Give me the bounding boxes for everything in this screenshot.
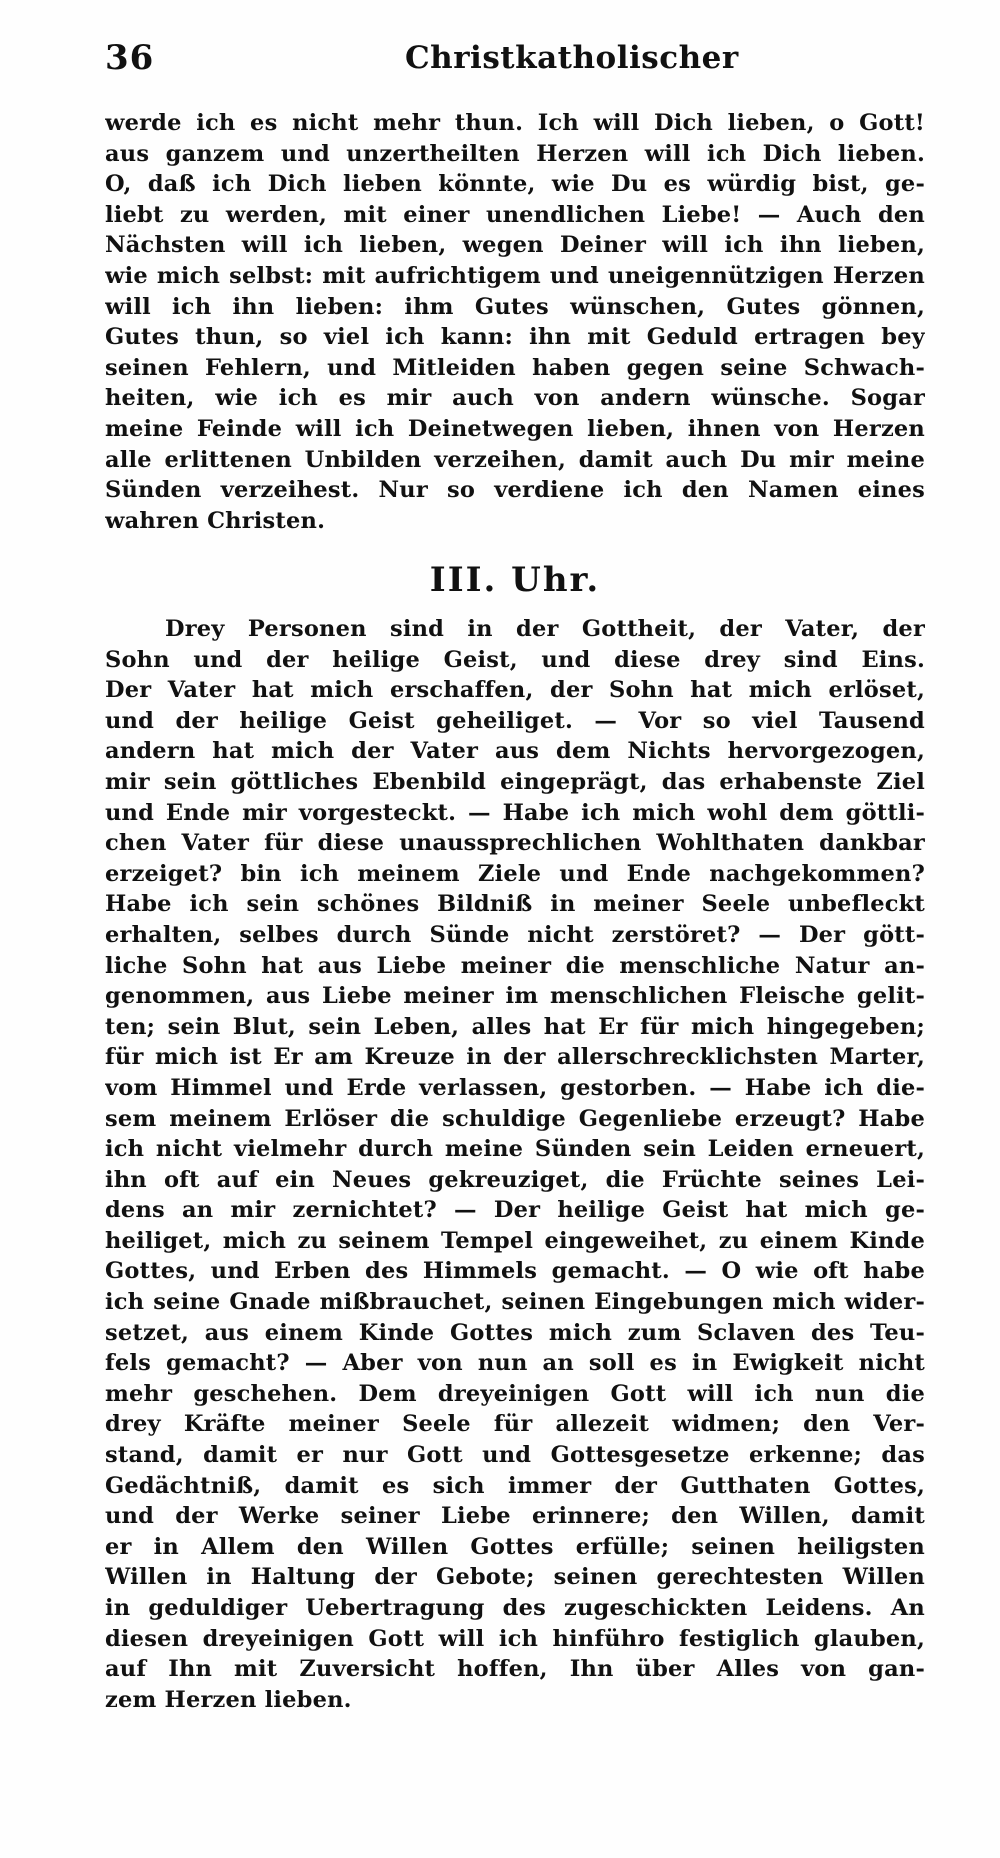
section-heading: III. Uhr. <box>429 560 601 600</box>
text-line: setzet, aus einem Kinde Gottes mich zum Sclaven des Teu- <box>105 1319 925 1346</box>
text-line: Habe ich sein schönes Bildniß in meiner Seele unbefleckt <box>105 891 925 918</box>
text-line: stand, damit er nur Gott und Gottesgesetze erkenne; das <box>105 1442 925 1469</box>
continued-paragraph <box>105 108 925 536</box>
text-line: will ich ihn lieben: ihm Gutes wünschen, Gutes gönnen, <box>105 293 925 320</box>
text-line: fels gemacht? — Aber von nun an soll es in Ewigkeit nicht <box>105 1350 925 1377</box>
text-line: für mich ist Er am Kreuze in der allerschrecklichsten Marter, <box>105 1044 925 1071</box>
text-line: Gutes thun, so viel ich kann: ihn mit Geduld ertragen bey <box>105 324 925 351</box>
text-line: Nächsten will ich lieben, wegen Deiner will ich ihn lieben, <box>105 232 925 259</box>
text-line: ich seine Gnade mißbrauchet, seinen Eingebungen mich wider- <box>105 1289 925 1316</box>
text-line: auf Ihn mit Zuversicht hoffen, Ihn über Alles von gan- <box>105 1656 925 1683</box>
text-line: Willen in Haltung der Gebote; seinen gerechtesten Willen <box>105 1564 925 1591</box>
text-line: O, daß ich Dich lieben könnte, wie Du es würdig bist, ge- <box>105 171 925 198</box>
text-line: Drey Personen sind in der Gottheit, der Vater, der <box>165 616 925 642</box>
running-title: Christkatholischer <box>405 40 739 76</box>
text-line: er in Allem den Willen Gottes erfülle; seinen heiligsten <box>105 1533 925 1560</box>
text-line: ten; sein Blut, sein Leben, alles hat Er für mich hingegeben; <box>105 1013 925 1040</box>
text-line: und der heilige Geist geheiliget. — Vor so viel Tausend <box>105 707 925 734</box>
text-line: werde ich es nicht mehr thun. Ich will Dich lieben, o Gott! <box>105 110 925 136</box>
text-line: andern hat mich der Vater aus dem Nichts hervorgezogen, <box>105 738 925 765</box>
text-line: wie mich selbst: mit aufrichtigem und uneigennützigen Herzen <box>105 262 925 289</box>
text-line: zem Herzen lieben. <box>105 1686 352 1713</box>
text-line: genommen, aus Liebe meiner im menschlichen Fleische gelit- <box>105 983 925 1010</box>
text-line: heiliget, mich zu seinem Tempel eingeweihet, zu einem Kinde <box>105 1227 925 1254</box>
text-line: und Ende mir vorgesteckt. — Habe ich mich wohl dem göttli- <box>105 799 925 826</box>
text-line: dens an mir zernichtet? — Der heilige Geist hat mich ge- <box>105 1197 925 1224</box>
text-line: Der Vater hat mich erschaffen, der Sohn hat mich erlöset, <box>105 677 925 704</box>
text-line: meine Feinde will ich Deinetwegen lieben, ihnen von Herzen <box>105 415 925 442</box>
text-line: mir sein göttliches Ebenbild eingeprägt, das erhabenste Ziel <box>105 768 925 795</box>
text-line: liebt zu werden, mit einer unendlichen Liebe! — Auch den <box>105 201 925 228</box>
text-line: ihn oft auf ein Neues gekreuziget, die Früchte seines Lei- <box>105 1166 925 1193</box>
text-line: ich nicht vielmehr durch meine Sünden sein Leiden erneuert, <box>105 1136 925 1163</box>
text-line: in geduldiger Uebertragung des zugeschickten Leidens. An <box>105 1595 925 1621</box>
text-line: mehr geschehen. Dem dreyeinigen Gott will ich nun die <box>105 1380 925 1407</box>
text-line: aus ganzem und unzertheilten Herzen will ich Dich lieben. <box>105 140 925 167</box>
text-line: Sünden verzeihest. Nur so verdiene ich den Namen eines <box>105 477 925 504</box>
running-head <box>105 38 925 84</box>
text-line: drey Kräfte meiner Seele für allezeit widmen; den Ver- <box>105 1411 925 1438</box>
text-line: erzeiget? bin ich meinem Ziele und Ende nachgekommen? <box>105 860 925 887</box>
text-line: diesen dreyeinigen Gott will ich hinführo festiglich glauben, <box>105 1625 925 1652</box>
text-line: erhalten, selbes durch Sünde nicht zerstöret? — Der gött- <box>105 921 925 948</box>
text-line: Sohn und der heilige Geist, und diese drey sind Eins. <box>105 646 925 673</box>
text-line: seinen Fehlern, und Mitleiden haben gegen seine Schwach- <box>105 354 925 381</box>
text-line: und der Werke seiner Liebe erinnere; den Willen, damit <box>105 1503 925 1530</box>
text-line: Gedächtniß, damit es sich immer der Gutthaten Gottes, <box>105 1472 925 1499</box>
page-number: 36 <box>105 38 155 78</box>
text-line: vom Himmel und Erde verlassen, gestorben. — Habe ich die- <box>105 1074 925 1101</box>
text-line: heiten, wie ich es mir auch von andern wünsche. Sogar <box>105 385 925 412</box>
main-paragraph <box>105 614 925 1715</box>
text-line: wahren Christen. <box>105 507 326 534</box>
text-line: liche Sohn hat aus Liebe meiner die menschliche Natur an- <box>105 952 925 979</box>
text-line: alle erlittenen Unbilden verzeihen, damit auch Du mir meine <box>105 446 925 473</box>
text-line: chen Vater für diese unaussprechlichen Wohlthaten dankbar <box>105 830 925 857</box>
text-line: Gottes, und Erben des Himmels gemacht. — O wie oft habe <box>105 1258 925 1285</box>
text-line: sem meinem Erlöser die schuldige Gegenliebe erzeugt? Habe <box>105 1105 925 1132</box>
